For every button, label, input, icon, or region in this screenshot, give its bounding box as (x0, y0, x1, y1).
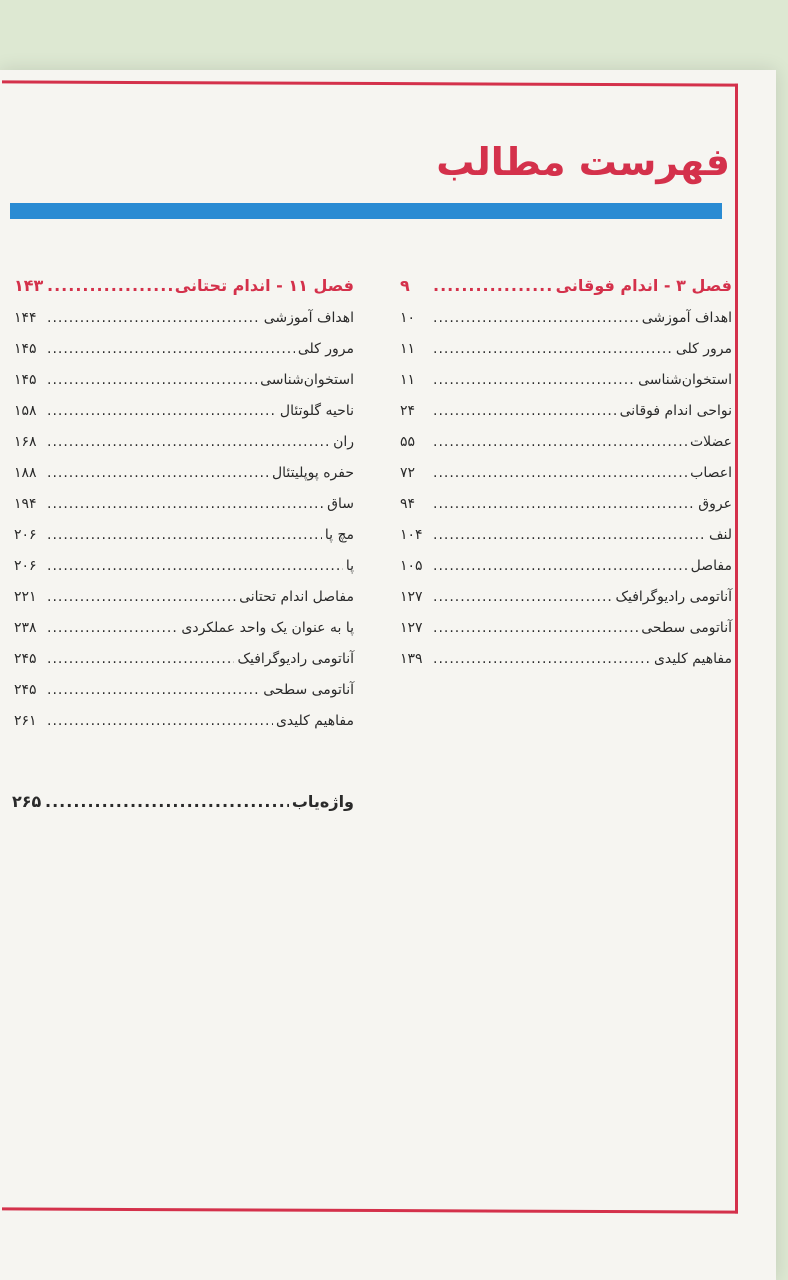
toc-entry[interactable] (400, 465, 732, 496)
leader-dots (47, 372, 257, 388)
leader-dots (47, 589, 236, 605)
toc-entry[interactable] (400, 434, 732, 465)
toc-entry[interactable] (400, 620, 732, 651)
toc-entry[interactable] (14, 310, 354, 341)
toc-entry-label: آناتومی رادیوگرافیک (615, 589, 732, 605)
toc-entry-label: مرور کلی (297, 341, 354, 357)
toc-entry[interactable] (400, 589, 732, 620)
toc-entry-page-number: ۱۳۹ (400, 651, 423, 667)
toc-entry-label: استخوان‌شناسی (260, 372, 354, 388)
chapter-heading[interactable] (400, 276, 732, 310)
leader-dots (47, 465, 269, 481)
leader-dots (47, 434, 330, 450)
page-title: فهرست مطالب (436, 140, 730, 184)
leader-dots (433, 276, 553, 295)
leader-dots (47, 651, 234, 667)
toc-entry-page-number: ۱۲۷ (400, 620, 423, 636)
toc-entry-page-number: ۱۱ (400, 372, 416, 388)
toc-entry-label: استخوان‌شناسی (638, 372, 732, 388)
toc-entry-page-number: ۱۴۴ (14, 310, 37, 326)
toc-entry[interactable] (14, 341, 354, 372)
toc-column-right (400, 276, 732, 682)
toc-entry-label: اهداف آموزشی (641, 310, 732, 326)
toc-entry[interactable] (14, 651, 354, 682)
toc-entry-page-number: ۱۰۵ (400, 558, 423, 574)
toc-entry[interactable] (400, 341, 732, 372)
leader-dots (433, 341, 673, 357)
toc-entry-label: اهداف آموزشی (263, 310, 354, 326)
toc-entry-label: آناتومی رادیوگرافیک (237, 651, 354, 667)
toc-entry-page-number: ۱۱ (400, 341, 416, 357)
leader-dots (433, 496, 695, 512)
toc-entry-label: ران (333, 434, 354, 450)
toc-entry-label: حفره پوپلیتئال (271, 465, 354, 481)
toc-entry[interactable] (14, 620, 354, 651)
toc-entry-page-number: ۱۴۵ (14, 341, 37, 357)
toc-entry-label: مرور کلی (675, 341, 732, 357)
toc-entry-page-number: ۲۴ (400, 403, 416, 419)
leader-dots (47, 620, 178, 636)
toc-entry[interactable] (400, 651, 732, 682)
leader-dots (433, 372, 635, 388)
toc-entry-page-number: ۲۴۵ (14, 682, 37, 698)
toc-entry-label: مفاهیم کلیدی (653, 651, 732, 667)
toc-entry-page-number: ۲۲۱ (14, 589, 37, 605)
toc-entry-page-number: ۷۲ (400, 465, 416, 481)
toc-entry[interactable] (14, 527, 354, 558)
toc-entry-label: ناحیه گلوتئال (279, 403, 354, 419)
toc-entry[interactable] (400, 496, 732, 527)
leader-dots (47, 713, 273, 729)
leader-dots (433, 589, 612, 605)
toc-entry-label: مفاصل اندام تحتانی (239, 589, 354, 605)
toc-entry-page-number: ۲۴۵ (14, 651, 37, 667)
toc-entry[interactable] (14, 682, 354, 713)
toc-entry-label: مچ پا (324, 527, 354, 543)
toc-index-entry[interactable] (12, 792, 354, 811)
leader-dots (47, 341, 295, 357)
leader-dots (47, 310, 261, 326)
chapter-label: فصل ۳ - اندام فوقانی (555, 276, 732, 295)
toc-entry-page-number: ۱۰۴ (400, 527, 423, 543)
leader-dots (47, 496, 324, 512)
leader-dots (433, 651, 651, 667)
leader-dots (433, 558, 688, 574)
toc-entry[interactable] (14, 434, 354, 465)
toc-entry-page-number: ۲۰۶ (14, 527, 37, 543)
toc-entry-label: مفاهیم کلیدی (275, 713, 354, 729)
leader-dots (433, 310, 639, 326)
toc-entry-label: نواحی اندام فوقانی (619, 403, 732, 419)
leader-dots (433, 403, 617, 419)
toc-entry-label: عضلات (689, 434, 732, 450)
toc-entry-label: پا به عنوان یک واحد عملکردی (181, 620, 354, 636)
toc-entry[interactable] (14, 496, 354, 527)
toc-entry-label: اعصاب (690, 465, 732, 481)
index-label: واژه‌یاب (291, 792, 354, 811)
toc-entry-label: مفاصل (690, 558, 732, 574)
toc-entry[interactable] (14, 465, 354, 496)
toc-entry-page-number: ۲۳۸ (14, 620, 37, 636)
toc-entry[interactable] (14, 713, 354, 744)
leader-dots (47, 558, 343, 574)
toc-entry[interactable] (400, 310, 732, 341)
toc-entry-label: آناتومی سطحی (263, 682, 354, 698)
toc-entry-label: لنف (709, 527, 732, 543)
index-page-number: ۲۶۵ (12, 792, 42, 811)
toc-entry-page-number: ۱۶۸ (14, 434, 37, 450)
toc-entry[interactable] (400, 558, 732, 589)
toc-entry-page-number: ۱۲۷ (400, 589, 423, 605)
leader-dots (45, 792, 289, 811)
chapter-page-number: ۹ (400, 276, 410, 295)
leader-dots (433, 434, 687, 450)
leader-dots (433, 465, 687, 481)
toc-entry[interactable] (400, 403, 732, 434)
leader-dots (47, 682, 260, 698)
toc-entry-page-number: ۱۵۸ (14, 403, 37, 419)
leader-dots (433, 527, 706, 543)
toc-column-left (14, 276, 354, 744)
toc-entry-page-number: ۲۰۶ (14, 558, 37, 574)
toc-entry-label: آناتومی سطحی (641, 620, 732, 636)
toc-entry[interactable] (14, 558, 354, 589)
toc-entry-page-number: ۹۴ (400, 496, 416, 512)
toc-entry-label: عروق (698, 496, 732, 512)
toc-entry-page-number: ۱۸۸ (14, 465, 37, 481)
toc-entry-page-number: ۱۹۴ (14, 496, 37, 512)
toc-entry[interactable] (14, 589, 354, 620)
leader-dots (47, 527, 322, 543)
leader-dots (47, 276, 172, 295)
toc-entry[interactable] (400, 527, 732, 558)
toc-entry-page-number: ۱۴۵ (14, 372, 37, 388)
toc-entry-label: ساق (327, 496, 354, 512)
leader-dots (433, 620, 638, 636)
toc-entry[interactable] (400, 372, 732, 403)
toc-entry-page-number: ۲۶۱ (14, 713, 37, 729)
toc-entry-label: پا (345, 558, 354, 574)
title-underline-bar (10, 203, 722, 219)
chapter-label: فصل ۱۱ - اندام تحتانی (174, 276, 354, 295)
chapter-heading[interactable] (14, 276, 354, 310)
leader-dots (47, 403, 277, 419)
chapter-page-number: ۱۴۳ (14, 276, 44, 295)
toc-entry[interactable] (14, 372, 354, 403)
toc-entry-page-number: ۱۰ (400, 310, 416, 326)
toc-entry[interactable] (14, 403, 354, 434)
toc-entry-page-number: ۵۵ (400, 434, 416, 450)
